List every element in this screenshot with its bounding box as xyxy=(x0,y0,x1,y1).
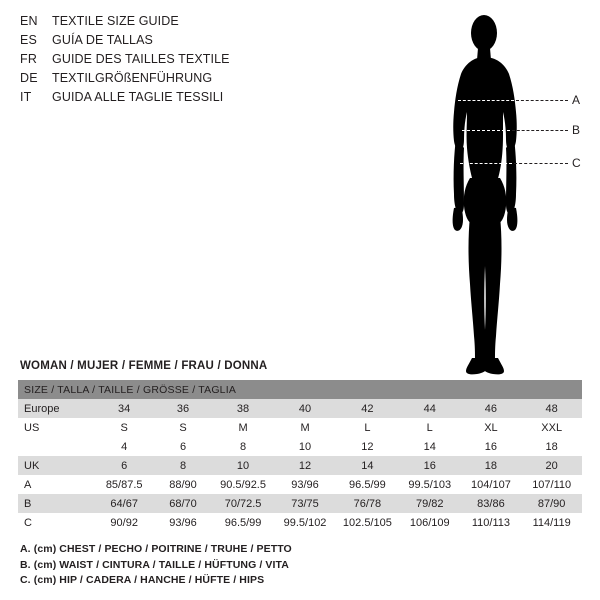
row-label-us: US xyxy=(18,418,94,437)
table-row xyxy=(18,437,582,456)
row-label-uk: UK xyxy=(18,456,94,475)
cell: 90.5/92.5 xyxy=(212,475,274,494)
cell: M xyxy=(274,418,336,437)
language-code-de: DE xyxy=(20,71,38,85)
cell: 93/96 xyxy=(154,513,212,532)
language-row xyxy=(20,52,320,71)
cell: 20 xyxy=(521,456,582,475)
cell: 64/67 xyxy=(94,494,154,513)
measure-line-c-outer xyxy=(514,163,568,164)
cell: 79/82 xyxy=(399,494,461,513)
cell: 104/107 xyxy=(461,475,522,494)
cell: 8 xyxy=(212,437,274,456)
cell: 36 xyxy=(154,399,212,418)
cell: 99.5/102 xyxy=(274,513,336,532)
cell: 68/70 xyxy=(154,494,212,513)
cell: 40 xyxy=(274,399,336,418)
language-row xyxy=(20,71,320,90)
cell: 12 xyxy=(274,456,336,475)
cell: 34 xyxy=(94,399,154,418)
measure-line-a-inner xyxy=(458,100,514,101)
cell: 76/78 xyxy=(336,494,399,513)
measurement-notes xyxy=(20,542,292,589)
cell: 46 xyxy=(461,399,522,418)
measure-label-c: C xyxy=(572,156,581,170)
cell: 14 xyxy=(336,456,399,475)
cell: 83/86 xyxy=(461,494,522,513)
measure-line-c-inner xyxy=(460,163,512,164)
cell: 70/72.5 xyxy=(212,494,274,513)
row-label-b: B xyxy=(18,494,94,513)
cell: 73/75 xyxy=(274,494,336,513)
cell: L xyxy=(399,418,461,437)
measure-label-a: A xyxy=(572,93,581,107)
cell: 10 xyxy=(212,456,274,475)
row-label-europe: Europe xyxy=(18,399,94,418)
language-code-es: ES xyxy=(20,33,38,47)
language-row xyxy=(20,33,320,52)
cell: 18 xyxy=(461,456,522,475)
cell: 96.5/99 xyxy=(212,513,274,532)
cell: L xyxy=(336,418,399,437)
cell: XXL xyxy=(521,418,582,437)
measure-line-b-inner xyxy=(462,130,510,131)
table-row xyxy=(18,475,582,494)
cell: XL xyxy=(461,418,522,437)
language-text-it: GUIDA ALLE TAGLIE TESSILI xyxy=(52,90,224,104)
cell: 88/90 xyxy=(154,475,212,494)
row-label-a: A xyxy=(18,475,94,494)
table-row xyxy=(18,456,582,475)
table-header-label: SIZE / TALLA / TAILLE / GRÖSSE / TAGLIA xyxy=(18,380,582,399)
cell: 16 xyxy=(399,456,461,475)
language-text-fr: GUIDE DES TAILLES TEXTILE xyxy=(52,52,230,66)
cell: S xyxy=(94,418,154,437)
cell: M xyxy=(212,418,274,437)
row-label-us-numeric xyxy=(18,437,94,456)
table-header-row xyxy=(18,380,582,399)
cell: 38 xyxy=(212,399,274,418)
cell: 93/96 xyxy=(274,475,336,494)
cell: 8 xyxy=(154,456,212,475)
cell: 6 xyxy=(154,437,212,456)
cell: 42 xyxy=(336,399,399,418)
cell: 96.5/99 xyxy=(336,475,399,494)
measure-label-b: B xyxy=(572,123,581,137)
female-body-silhouette-icon xyxy=(420,8,590,378)
cell: 87/90 xyxy=(521,494,582,513)
language-code-en: EN xyxy=(20,14,38,28)
table-row xyxy=(18,513,582,532)
cell: 14 xyxy=(399,437,461,456)
cell: 99.5/103 xyxy=(399,475,461,494)
language-code-fr: FR xyxy=(20,52,38,66)
language-header xyxy=(20,14,320,109)
note-a: A. (cm) CHEST / PECHO / POITRINE / TRUHE / PETTO xyxy=(20,543,292,555)
table-caption: WOMAN / MUJER / FEMME / FRAU / DONNA xyxy=(20,360,268,372)
note-b: B. (cm) WAIST / CINTURA / TAILLE / HÜFTUNG / VITA xyxy=(20,558,289,571)
cell: 90/92 xyxy=(94,513,154,532)
size-table xyxy=(18,380,582,532)
measure-line-b-outer xyxy=(512,130,568,131)
cell: 114/119 xyxy=(521,513,582,532)
cell: 18 xyxy=(521,437,582,456)
cell: 48 xyxy=(521,399,582,418)
table-row xyxy=(18,494,582,513)
cell: 4 xyxy=(94,437,154,456)
table-row xyxy=(18,418,582,437)
language-code-it: IT xyxy=(20,90,32,104)
cell: 12 xyxy=(336,437,399,456)
cell: 107/110 xyxy=(521,475,582,494)
cell: 102.5/105 xyxy=(336,513,399,532)
measure-line-a-outer xyxy=(516,100,568,101)
table-row xyxy=(18,399,582,418)
cell: 110/113 xyxy=(461,513,522,532)
language-text-en: TEXTILE SIZE GUIDE xyxy=(52,14,179,28)
cell: 16 xyxy=(461,437,522,456)
row-label-c: C xyxy=(18,513,94,532)
language-row xyxy=(20,14,320,33)
cell: 10 xyxy=(274,437,336,456)
measurement-figure xyxy=(420,8,590,378)
note-c: C. (cm) HIP / CADERA / HANCHE / HÜFTE / HIPS xyxy=(20,574,265,586)
language-text-de: TEXTILGRÖßENFÜHRUNG xyxy=(52,71,213,85)
cell: 85/87.5 xyxy=(94,475,154,494)
language-row xyxy=(20,90,320,109)
cell: 44 xyxy=(399,399,461,418)
cell: S xyxy=(154,418,212,437)
language-text-es: GUÍA DE TALLAS xyxy=(52,33,153,47)
cell: 106/109 xyxy=(399,513,461,532)
cell: 6 xyxy=(94,456,154,475)
